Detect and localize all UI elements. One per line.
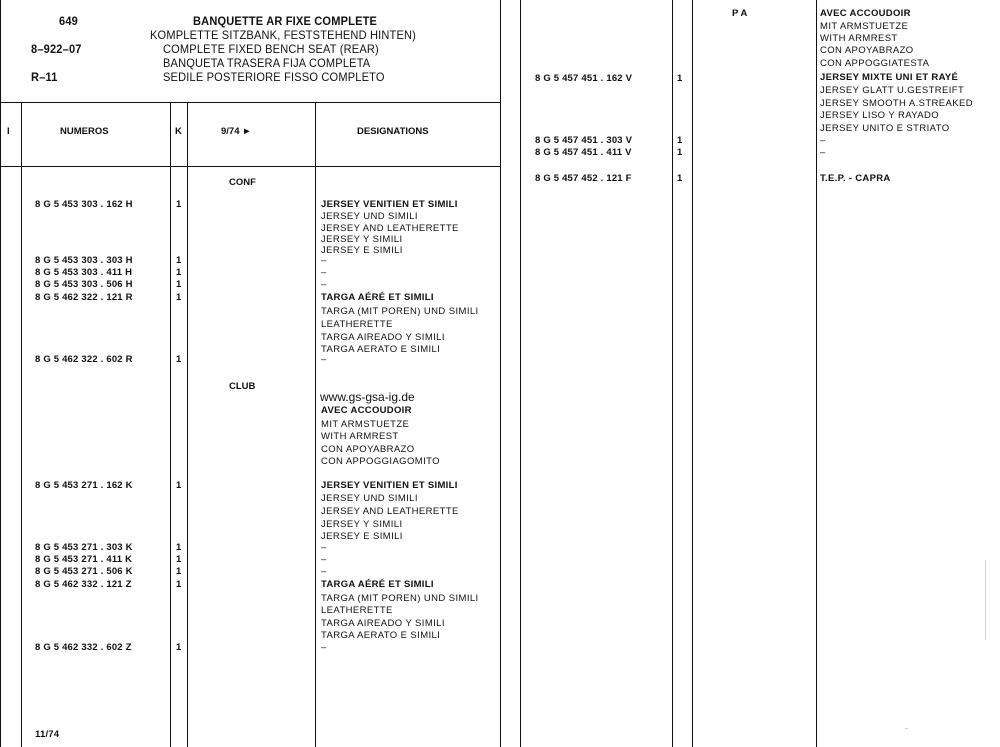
- designation: JERSEY AND LEATHERETTE: [321, 506, 459, 517]
- designation-bold: AVEC ACCOUDOIR: [820, 8, 911, 19]
- quantity: 1: [176, 566, 182, 577]
- quantity: 1: [677, 173, 683, 184]
- quantity: 1: [176, 354, 182, 365]
- quantity: 1: [176, 292, 182, 303]
- designation: WITH ARMREST: [321, 431, 399, 442]
- designation: MIT ARMSTUETZE: [321, 419, 410, 430]
- designation-dash: –: [820, 147, 826, 158]
- part-number: 8 G 5 453 303 . 411 H: [35, 267, 133, 278]
- quantity: 1: [176, 255, 182, 266]
- designation: JERSEY E SIMILI: [321, 531, 403, 542]
- reference-number: 8–922–07: [31, 42, 82, 56]
- footer-date: 11/74: [35, 729, 60, 740]
- quantity: 1: [677, 147, 683, 158]
- designation: JERSEY UND SIMILI: [321, 211, 418, 222]
- quantity: 1: [677, 73, 683, 84]
- page-code: 649: [59, 14, 78, 28]
- column-header-date: 9/74 ►: [221, 126, 252, 137]
- designation-dash: –: [820, 135, 826, 146]
- designation: JERSEY AND LEATHERETTE: [321, 223, 459, 234]
- designation: TARGA (MIT POREN) UND SIMILI: [321, 593, 479, 604]
- designation: JERSEY E SIMILI: [321, 245, 403, 256]
- column-header-k: K: [175, 126, 182, 137]
- designation: CON APPOGGIAGOMITO: [321, 456, 440, 467]
- divider-numeros-k: [170, 102, 171, 747]
- designation-dash: –: [321, 267, 327, 278]
- designation: LEATHERETTE: [321, 605, 393, 616]
- part-number: 8 G 5 462 322 . 121 R: [35, 292, 133, 303]
- designation-bold: T.E.P. - CAPRA: [820, 173, 891, 184]
- quantity: 1: [176, 554, 182, 565]
- designation: JERSEY UNITO E STRIATO: [820, 123, 950, 134]
- column-header-numeros: NUMEROS: [60, 126, 109, 137]
- section-label-conf: CONF: [229, 177, 256, 188]
- quantity: 1: [677, 135, 683, 146]
- quantity: 1: [176, 480, 182, 491]
- designation-bold: JERSEY VENITIEN ET SIMILI: [321, 199, 458, 210]
- designation-dash: –: [321, 279, 327, 290]
- designation: LEATHERETTE: [321, 319, 393, 330]
- pa-label: P A: [732, 8, 748, 19]
- designation: JERSEY Y SIMILI: [321, 234, 403, 245]
- part-number: 8 G 5 457 451 . 411 V: [535, 147, 632, 158]
- designation: WITH ARMREST: [820, 33, 898, 44]
- designation: JERSEY SMOOTH A.STREAKED: [820, 98, 974, 109]
- designation-bold: TARGA AÉRÉ ET SIMILI: [321, 292, 434, 303]
- part-number: 8 G 5 453 303 . 506 H: [35, 279, 133, 290]
- part-number: 8 G 5 457 451 . 162 V: [535, 73, 633, 84]
- designation: JERSEY UND SIMILI: [321, 493, 418, 504]
- scan-scratch: [985, 560, 986, 640]
- quantity: 1: [176, 579, 182, 590]
- column-header-designations: DESIGNATIONS: [357, 126, 429, 137]
- left-border: [0, 0, 1, 747]
- column-header-bottom-line: [0, 166, 501, 167]
- quantity: 1: [176, 267, 182, 278]
- column-header-i: I: [7, 126, 10, 137]
- quantity: 1: [176, 542, 182, 553]
- designation-dash: –: [321, 642, 327, 653]
- right-divider-4: [816, 0, 817, 747]
- title-it: SEDILE POSTERIORE FISSO COMPLETO: [163, 70, 385, 84]
- divider-left-right-edge: [500, 0, 501, 747]
- designation: TARGA AERATO E SIMILI: [321, 630, 441, 641]
- designation-bold: JERSEY VENITIEN ET SIMILI: [321, 480, 458, 491]
- designation-dash: –: [321, 354, 327, 365]
- right-divider-1: [520, 0, 521, 747]
- divider-date-designations: [315, 102, 316, 747]
- designation-dash: –: [321, 255, 327, 266]
- quantity: 1: [176, 199, 182, 210]
- section-label-club: CLUB: [229, 381, 256, 392]
- designation-bold: AVEC ACCOUDOIR: [321, 405, 412, 416]
- designation: CON APOYABRAZO: [321, 444, 415, 455]
- part-number: 8 G 5 453 303 . 162 H: [35, 199, 133, 210]
- designation-bold: JERSEY MIXTE UNI ET RAYÉ: [820, 72, 959, 83]
- part-number: 8 G 5 453 303 . 303 H: [35, 255, 133, 266]
- divider-k-date: [187, 102, 188, 747]
- designation: TARGA AIREADO Y SIMILI: [321, 332, 445, 343]
- scan-scratch: [905, 728, 908, 729]
- designation: JERSEY LISO Y RAYADO: [820, 110, 940, 121]
- part-number: 8 G 5 457 451 . 303 V: [535, 135, 633, 146]
- part-number: 8 G 5 453 271 . 162 K: [35, 480, 133, 491]
- designation: TARGA AIREADO Y SIMILI: [321, 618, 445, 629]
- title-fr: BANQUETTE AR FIXE COMPLETE: [193, 14, 378, 28]
- title-es: BANQUETA TRASERA FIJA COMPLETA: [163, 56, 371, 70]
- quantity: 1: [176, 279, 182, 290]
- designation: TARGA AERATO E SIMILI: [321, 344, 441, 355]
- part-number: 8 G 5 453 271 . 411 K: [35, 554, 133, 565]
- watermark-url: www.gs-gsa-ig.de: [320, 390, 415, 404]
- model-code: R–11: [31, 70, 58, 84]
- part-number: 8 G 5 453 271 . 303 K: [35, 542, 133, 553]
- designation: MIT ARMSTUETZE: [820, 21, 909, 32]
- divider-i-numeros: [21, 102, 22, 747]
- part-number: 8 G 5 462 332 . 121 Z: [35, 579, 132, 590]
- header-bottom-line: [0, 102, 501, 103]
- designation-dash: –: [321, 542, 327, 553]
- designation: JERSEY GLATT U.GESTREIFT: [820, 85, 965, 96]
- designation: CON APOYABRAZO: [820, 45, 914, 56]
- designation: CON APPOGGIATESTA: [820, 58, 930, 69]
- title-de: KOMPLETTE SITZBANK, FESTSTEHEND HINTEN): [150, 28, 417, 42]
- designation: TARGA (MIT POREN) UND SIMILI: [321, 306, 479, 317]
- part-number: 8 G 5 457 452 . 121 F: [535, 173, 632, 184]
- designation-dash: –: [321, 554, 327, 565]
- designation-bold: TARGA AÉRÉ ET SIMILI: [321, 579, 434, 590]
- part-number: 8 G 5 453 271 . 506 K: [35, 566, 133, 577]
- part-number: 8 G 5 462 322 . 602 R: [35, 354, 133, 365]
- designation: JERSEY Y SIMILI: [321, 519, 403, 530]
- title-en: COMPLETE FIXED BENCH SEAT (REAR): [163, 42, 379, 56]
- designation-dash: –: [321, 566, 327, 577]
- right-divider-2: [672, 0, 673, 747]
- quantity: 1: [176, 642, 182, 653]
- part-number: 8 G 5 462 332 . 602 Z: [35, 642, 132, 653]
- right-divider-3: [692, 0, 693, 747]
